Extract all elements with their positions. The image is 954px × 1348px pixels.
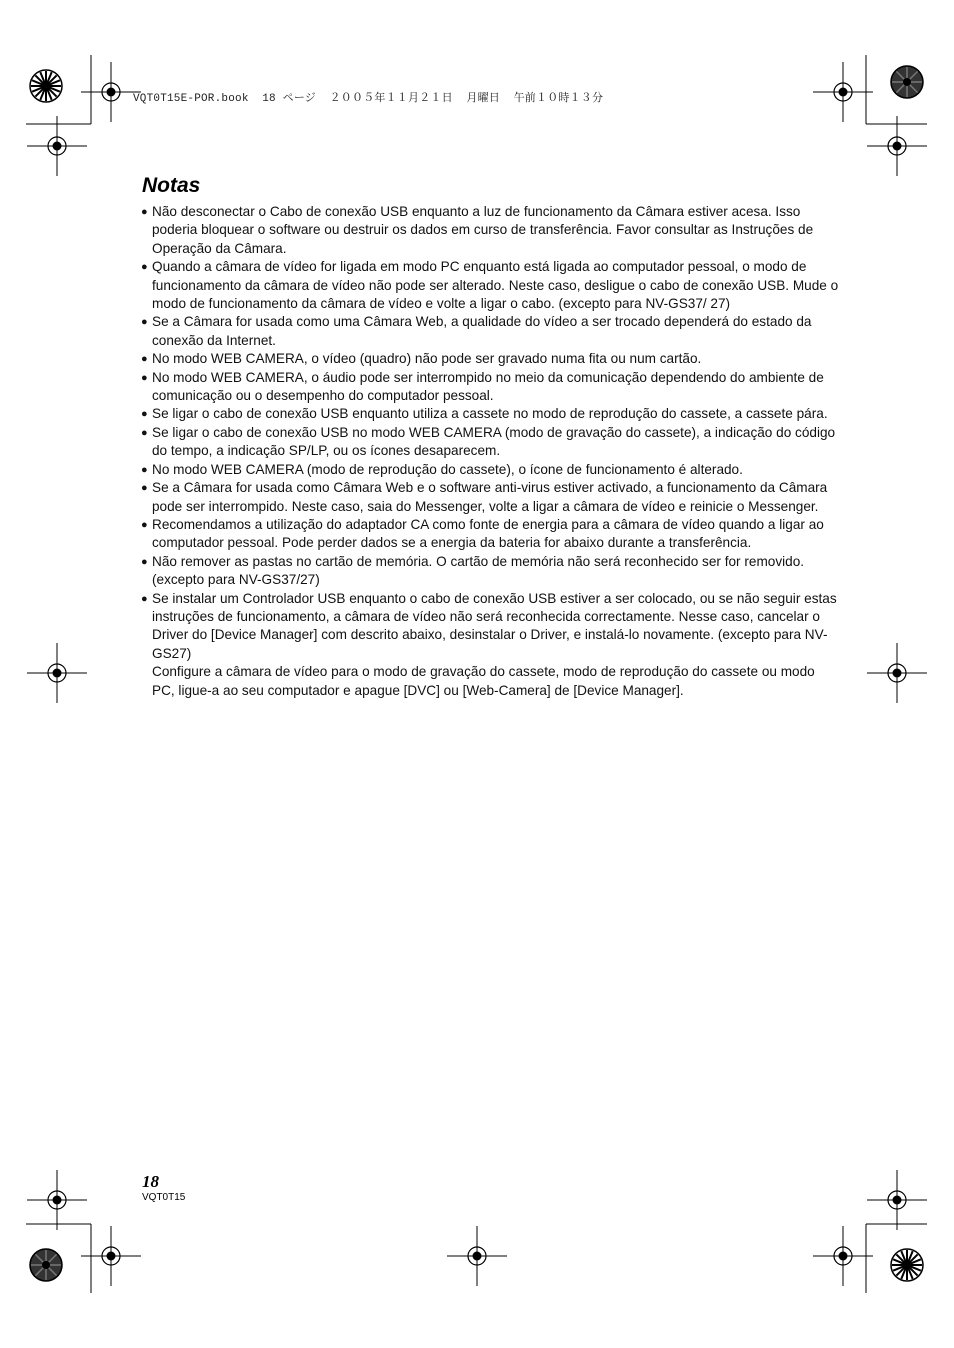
- list-item: [141, 461, 841, 479]
- list-item: [141, 258, 841, 313]
- bullet-icon: ●: [141, 482, 148, 495]
- note-text: Recomendamos a utilização do adaptador CA como fonte de energia para a câmara de vídeo quando a ligar ao computador pessoal. Pode perder dados se a energia da bateria for abaixo durante a transferência.: [152, 516, 824, 551]
- list-item: [141, 479, 841, 516]
- registration-target-icon: [27, 116, 87, 176]
- note-text: Se ligar o cabo de conexão USB no modo WEB CAMERA (modo de gravação do cassete), a indicação do código do tempo, a indicação SP/LP, ou os ícones desaparecem.: [152, 424, 836, 459]
- list-item: [141, 553, 841, 590]
- bullet-icon: ●: [141, 426, 148, 439]
- registration-target-icon: [813, 62, 873, 122]
- registration-star-icon: [30, 70, 62, 102]
- registration-target-icon: [81, 62, 141, 122]
- list-item: [141, 313, 841, 350]
- registration-target-icon: [81, 1226, 141, 1286]
- registration-star-icon: [891, 66, 923, 98]
- bullet-icon: ●: [141, 555, 148, 568]
- registration-target-icon: [867, 116, 927, 176]
- bullet-icon: ●: [141, 592, 148, 605]
- note-text: Não remover as pastas no cartão de memória. O cartão de memória não será reconhecido ser for removido. (excepto para NV-GS37/27): [152, 553, 805, 588]
- note-text: Se a Câmara for usada como Câmara Web e o software anti-virus estiver activado, a funcionamento da Câmara pode ser interrompido. Neste caso, saia do Messenger, volte a ligar a câmara de vídeo e reinicie o Messenger.: [152, 480, 828, 514]
- notes-list: [141, 203, 841, 700]
- list-item: [141, 203, 841, 258]
- bullet-icon: ●: [141, 206, 148, 218]
- registration-target-icon: [447, 1226, 507, 1286]
- notes-heading: Notas: [142, 174, 201, 197]
- registration-target-icon: [27, 643, 87, 703]
- list-item: [141, 369, 841, 406]
- print-info-header: VQT0T15E-POR.book 18 ページ ２００５年１１月２１日 月曜日 午前１０時１３分: [133, 93, 604, 105]
- registration-target-icon: [813, 1226, 873, 1286]
- note-text: Se instalar um Controlador USB enquanto o cabo de conexão USB estiver a ser colocado, ou se não seguir estas instruções de funcionamento, a câmara de vídeo não será reconhecida correctamente. Nesse caso, cancelar o Driver do [Device Manager] com descrito abaixo, desinstalar o Driver, e instalá-lo novamente. (excepto para NV-GS27): [152, 590, 837, 661]
- note-text: Se ligar o cabo de conexão USB enquanto utiliza a cassete no modo de reprodução do cassete, a cassete pára.: [152, 406, 828, 422]
- list-item: [141, 405, 841, 423]
- note-text: No modo WEB CAMERA, o vídeo (quadro) não pode ser gravado numa fita ou num cartão.: [152, 351, 702, 367]
- document-code: VQT0T15: [142, 1192, 186, 1203]
- note-text: Não desconectar o Cabo de conexão USB enquanto a luz de funcionamento da Câmara estiver acesa. Isso poderia bloquear o software ou destruir os dados em curso de transferência. Favor consultar as Instruções de Operação da Câmara.: [152, 204, 814, 256]
- bullet-icon: ●: [141, 463, 148, 476]
- bullet-icon: ●: [141, 371, 148, 384]
- bullet-icon: ●: [141, 353, 148, 366]
- bullet-icon: ●: [141, 316, 148, 329]
- note-text: No modo WEB CAMERA (modo de reprodução do cassete), o ícone de funcionamento é alterado.: [152, 461, 743, 477]
- registration-target-icon: [27, 1170, 87, 1230]
- list-item: [141, 516, 841, 553]
- note-text: No modo WEB CAMERA, o áudio pode ser interrompido no meio da comunicação dependendo do ambiente de comunicação ou o desempenho do computador pessoal.: [152, 369, 824, 404]
- registration-star-icon: [891, 1249, 923, 1281]
- list-item: [141, 424, 841, 461]
- list-item: [141, 350, 841, 368]
- registration-target-icon: [867, 643, 927, 703]
- bullet-icon: ●: [141, 408, 148, 421]
- bullet-icon: ●: [141, 261, 148, 274]
- page-number: 18: [142, 1172, 159, 1191]
- bullet-icon: ●: [141, 518, 148, 531]
- list-item: [141, 590, 841, 700]
- note-text: Quando a câmara de vídeo for ligada em modo PC enquanto está ligada ao computador pessoal, o modo de funcionamento da câmara de vídeo não pode ser alterado. Neste caso, desligue o cabo de conexão USB. Mude o modo de funcionamento da câmara de vídeo e volte a ligar o cabo. (excepto para NV-GS37/ 27): [152, 259, 839, 312]
- registration-star-icon: [30, 1249, 62, 1281]
- note-extra-paragraph: Configure a câmara de vídeo para o modo de gravação do cassete, modo de reprodução do cassete ou modo PC, ligue-a ao seu computador e apague [DVC] ou [Web-Camera] de [Device Manager].: [152, 664, 815, 698]
- note-text: Se a Câmara for usada como uma Câmara Web, a qualidade do vídeo a ser trocado dependerá do estado da conexão da Internet.: [152, 314, 812, 348]
- registration-target-icon: [867, 1170, 927, 1230]
